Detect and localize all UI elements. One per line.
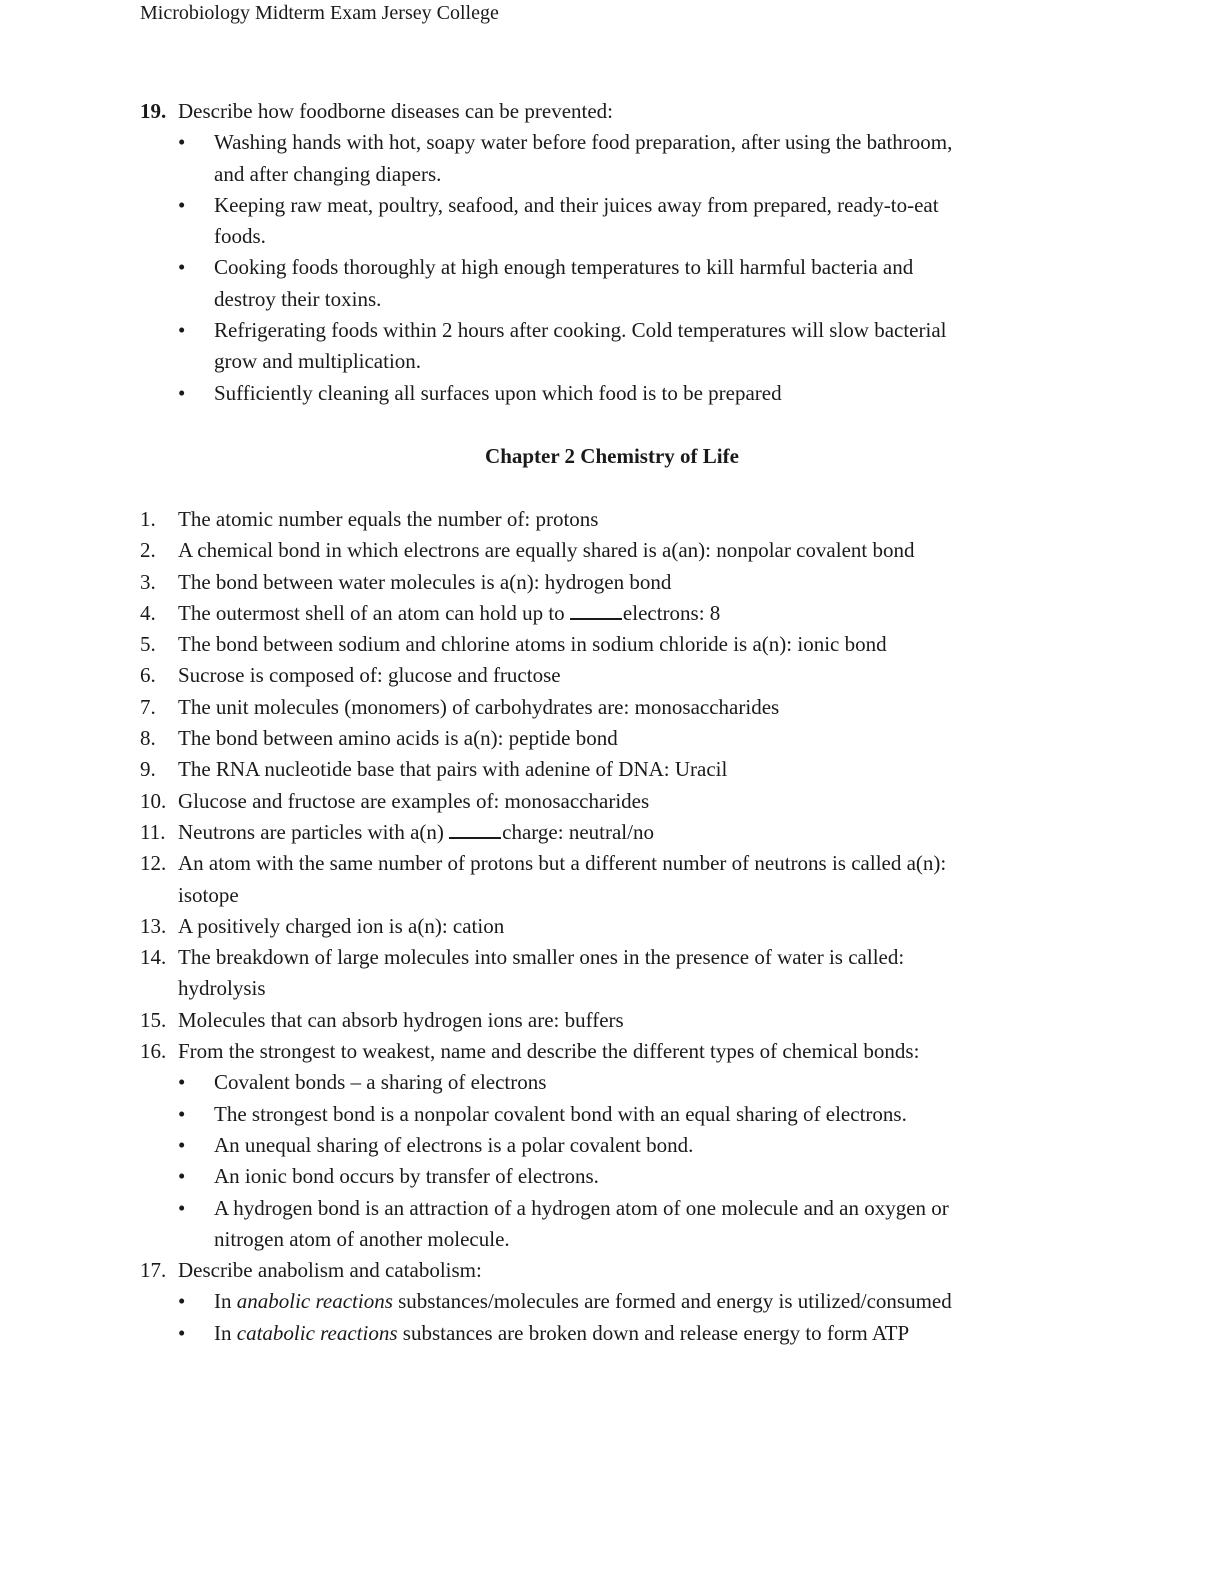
bullet-text-part: In <box>214 1320 237 1345</box>
question-text: A chemical bond in which electrons are equally shared is a(an): nonpolar covalent bond <box>178 538 915 563</box>
question-text <box>178 817 654 848</box>
question-number: 3. <box>140 569 156 594</box>
bullet-text-cont: destroy their toxins. <box>214 286 382 311</box>
question-text: The bond between sodium and chlorine atoms in sodium chloride is a(n): ionic bond <box>178 632 887 657</box>
question-number: 17. <box>140 1258 167 1283</box>
question-number: 1. <box>140 507 156 531</box>
bullet-text: Cooking foods thoroughly at high enough temperatures to kill harmful bacteria and <box>214 255 914 280</box>
question-text: An atom with the same number of protons but a different number of neutrons is called a(n): <box>178 851 947 876</box>
question-text-part: charge: neutral/no <box>502 819 654 844</box>
question-number: 14. <box>140 945 167 970</box>
question-number: 11. <box>140 819 166 844</box>
bullet-text: Covalent bonds – a sharing of electrons <box>214 1070 547 1095</box>
question-number: 12. <box>140 851 167 876</box>
bullet-icon: • <box>178 255 186 280</box>
bullet-icon: • <box>178 1132 186 1157</box>
chapter-title: Chapter 2 Chemistry of Life <box>485 444 739 468</box>
bullet-text: Sufficiently cleaning all surfaces upon which food is to be prepared <box>214 380 782 405</box>
bullet-text: Refrigerating foods within 2 hours after cooking. Cold temperatures will slow bacterial <box>214 318 947 343</box>
bullet-icon: • <box>178 1195 186 1220</box>
question-number: 9. <box>140 757 156 782</box>
question-number: 15. <box>140 1007 167 1032</box>
question-number: 16. <box>140 1039 167 1064</box>
question-text: The RNA nucleotide base that pairs with adenine of DNA: Uracil <box>178 757 728 782</box>
bullet-text-cont: and after changing diapers. <box>214 161 442 186</box>
bullet-text-emphasis: anabolic reactions <box>236 1289 393 1314</box>
bullet-text <box>214 1318 909 1349</box>
bullet-icon: • <box>178 318 186 343</box>
bullet-icon: • <box>178 1164 186 1189</box>
answer-blank <box>570 598 622 620</box>
bullet-text-part: substances are broken down and release energy to form ATP <box>397 1320 910 1345</box>
bullet-text: Keeping raw meat, poultry, seafood, and their juices away from prepared, ready-to-eat <box>214 192 939 217</box>
question-text-part: The outermost shell of an atom can hold up to <box>178 600 570 625</box>
question-number: 4. <box>140 600 156 625</box>
question-number: 8. <box>140 726 156 751</box>
bullet-icon: • <box>178 380 186 405</box>
bullet-text <box>214 1286 952 1317</box>
page-header: Microbiology Midterm Exam Jersey College <box>140 2 499 24</box>
question-text: A positively charged ion is a(n): cation <box>178 913 505 938</box>
chapter-2-questions <box>140 504 1070 1349</box>
question-text: Sucrose is composed of: glucose and fructose <box>178 663 561 688</box>
bullet-text: An unequal sharing of electrons is a polar covalent bond. <box>214 1132 694 1157</box>
question-text: The bond between water molecules is a(n): hydrogen bond <box>178 569 672 594</box>
question-answer: hydrolysis <box>178 976 266 1001</box>
bullet-text-emphasis: catabolic reactions <box>236 1320 398 1345</box>
question-text-part: electrons: 8 <box>622 600 721 625</box>
question-text: Glucose and fructose are examples of: monosaccharides <box>178 788 650 813</box>
answer-blank <box>449 817 501 839</box>
bullet-text-part: substances/molecules are formed and energy is utilized/consumed <box>392 1289 952 1314</box>
bullet-text-cont: foods. <box>214 224 266 249</box>
question-text: From the strongest to weakest, name and describe the different types of chemical bonds: <box>178 1039 920 1064</box>
bullet-icon: • <box>178 1101 186 1126</box>
question-text: Molecules that can absorb hydrogen ions are: buffers <box>178 1007 624 1032</box>
bullet-text-cont: grow and multiplication. <box>214 349 422 374</box>
question-19 <box>140 96 1070 409</box>
question-text: Describe how foodborne diseases can be prevented: <box>178 99 614 123</box>
question-text: The atomic number equals the number of: protons <box>178 507 599 531</box>
bullet-icon: • <box>178 1320 186 1345</box>
question-text: The breakdown of large molecules into smaller ones in the presence of water is called: <box>178 945 905 970</box>
question-number: 2. <box>140 538 156 563</box>
question-text: The unit molecules (monomers) of carbohydrates are: monosaccharides <box>178 694 780 719</box>
question-text <box>178 598 720 629</box>
bullet-text: Washing hands with hot, soapy water before food preparation, after using the bathroom, <box>214 130 953 155</box>
question-number: 10. <box>140 788 167 813</box>
bullet-text: The strongest bond is a nonpolar covalent bond with an equal sharing of electrons. <box>214 1101 907 1126</box>
question-number: 13. <box>140 913 167 938</box>
question-number: 6. <box>140 663 156 688</box>
question-number: 7. <box>140 694 156 719</box>
bullet-icon: • <box>178 1070 186 1095</box>
bullet-icon: • <box>178 130 186 155</box>
bullet-text-cont: nitrogen atom of another molecule. <box>214 1226 510 1251</box>
question-answer: isotope <box>178 882 239 907</box>
bullet-icon: • <box>178 1289 186 1314</box>
question-number: 19. <box>140 99 167 123</box>
question-text-part: Neutrons are particles with a(n) <box>178 819 450 844</box>
bullet-text: A hydrogen bond is an attraction of a hydrogen atom of one molecule and an oxygen or <box>214 1195 949 1220</box>
bullet-text: An ionic bond occurs by transfer of electrons. <box>214 1164 599 1189</box>
bullet-text-part: In <box>214 1289 237 1314</box>
question-text: The bond between amino acids is a(n): peptide bond <box>178 726 618 751</box>
question-text: Describe anabolism and catabolism: <box>178 1258 482 1283</box>
bullet-icon: • <box>178 192 186 217</box>
question-number: 5. <box>140 632 156 657</box>
